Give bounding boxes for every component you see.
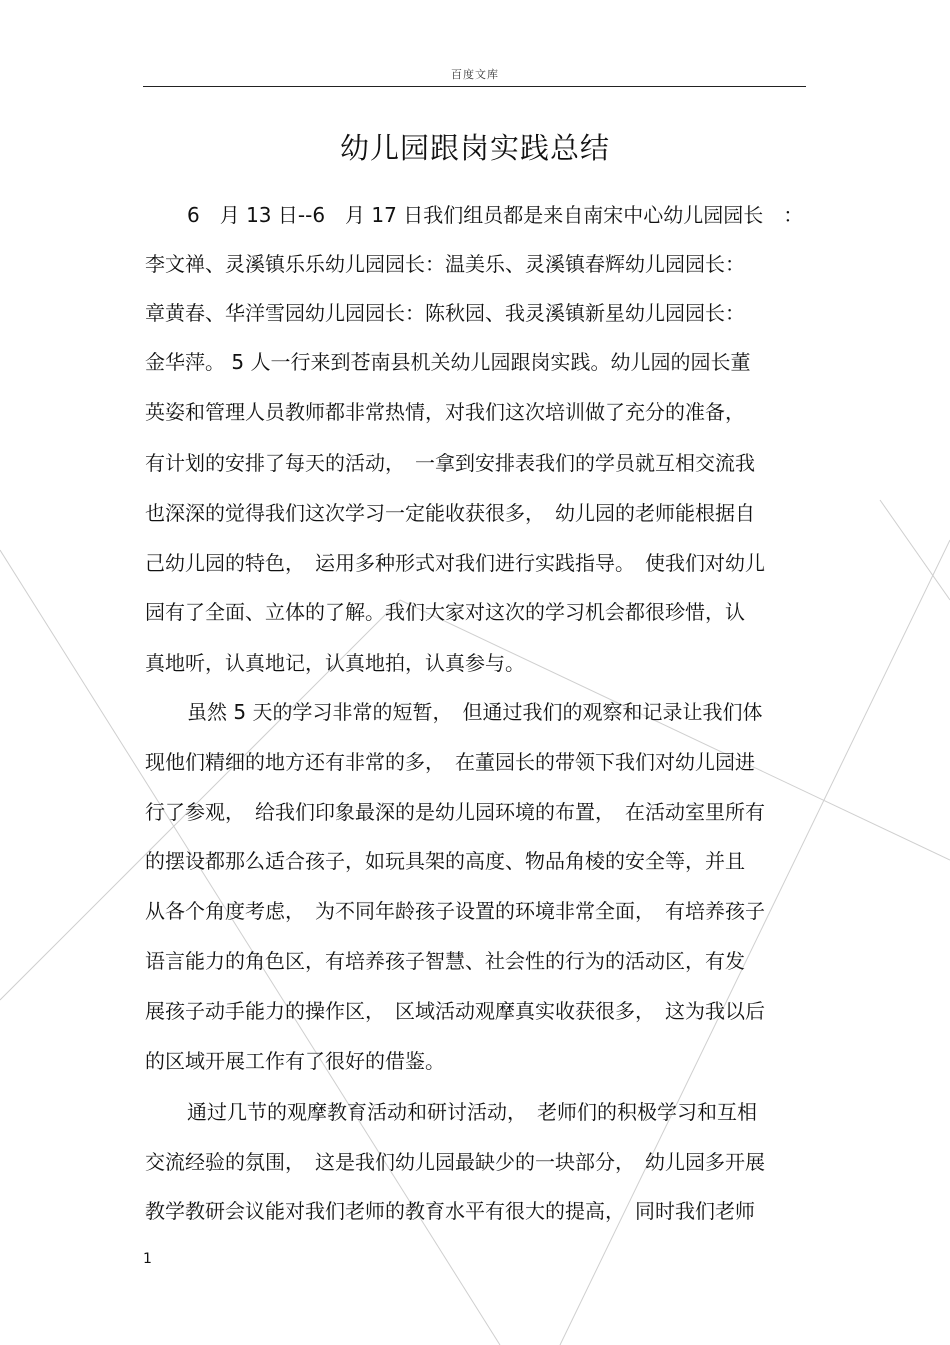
text-line: 章黄春、华洋雪园幼儿园园长：陈秋园、我灵溪镇新星幼儿园园长： xyxy=(145,301,745,325)
text-line: 己幼儿园的特色， 运用多种形式对我们进行实践指导。 使我们对幼儿 xyxy=(145,551,765,575)
text-line: 有计划的安排了每天的活动， 一拿到安排表我们的学员就互相交流我 xyxy=(145,451,755,475)
document-title: 幼儿园跟岗实践总结 xyxy=(339,131,610,165)
text-line: 展孩子动手能力的操作区， 区域活动观摩真实收获很多， 这为我以后 xyxy=(145,999,765,1023)
text-line: 从各个角度考虑， 为不同年龄孩子设置的环境非常全面， 有培养孩子 xyxy=(145,899,765,923)
text-line: 英姿和管理人员教师都非常热情，对我们这次培训做了充分的准备， xyxy=(145,400,745,424)
text-line: 6 月 13 日--6 月 17 日我们组员都是来自南宋中心幼儿园园长 ： xyxy=(187,203,804,227)
header-text: 百度文库 xyxy=(451,68,499,81)
text-line: 真地听，认真地记，认真地拍，认真参与。 xyxy=(145,651,525,675)
text-line: 李文禅、灵溪镇乐乐幼儿园园长：温美乐、灵溪镇春辉幼儿园园长： xyxy=(145,252,745,276)
text-line: 语言能力的角色区，有培养孩子智慧、社会性的行为的活动区，有发 xyxy=(145,949,745,973)
text-line: 也深深的觉得我们这次学习一定能收获很多， 幼儿园的老师能根据自 xyxy=(145,501,755,525)
text-line: 行了参观， 给我们印象最深的是幼儿园环境的布置， 在活动室里所有 xyxy=(145,800,765,824)
text-line: 的区域开展工作有了很好的借鉴。 xyxy=(145,1049,445,1073)
text-line: 交流经验的氛围， 这是我们幼儿园最缺少的一块部分， 幼儿园多开展 xyxy=(145,1150,765,1174)
text-line: 金华萍。 5 人一行来到苍南县机关幼儿园跟岗实践。幼儿园的园长董 xyxy=(145,350,751,374)
text-line: 教学教研会议能对我们老师的教育水平有很大的提高， 同时我们老师 xyxy=(145,1199,755,1223)
text-line: 通过几节的观摩教育活动和研讨活动， 老师们的积极学习和互相 xyxy=(187,1100,757,1124)
page-number: 1 xyxy=(143,1251,152,1267)
text-line: 现他们精细的地方还有非常的多， 在董园长的带领下我们对幼儿园进 xyxy=(145,750,755,774)
text-line: 园有了全面、立体的了解。我们大家对这次的学习机会都很珍惜，认 xyxy=(145,600,745,624)
text-line: 虽然 5 天的学习非常的短暂， 但通过我们的观察和记录让我们体 xyxy=(187,700,763,724)
text-line: 的摆设都那么适合孩子，如玩具架的高度、物品角棱的安全等，并且 xyxy=(145,849,745,873)
